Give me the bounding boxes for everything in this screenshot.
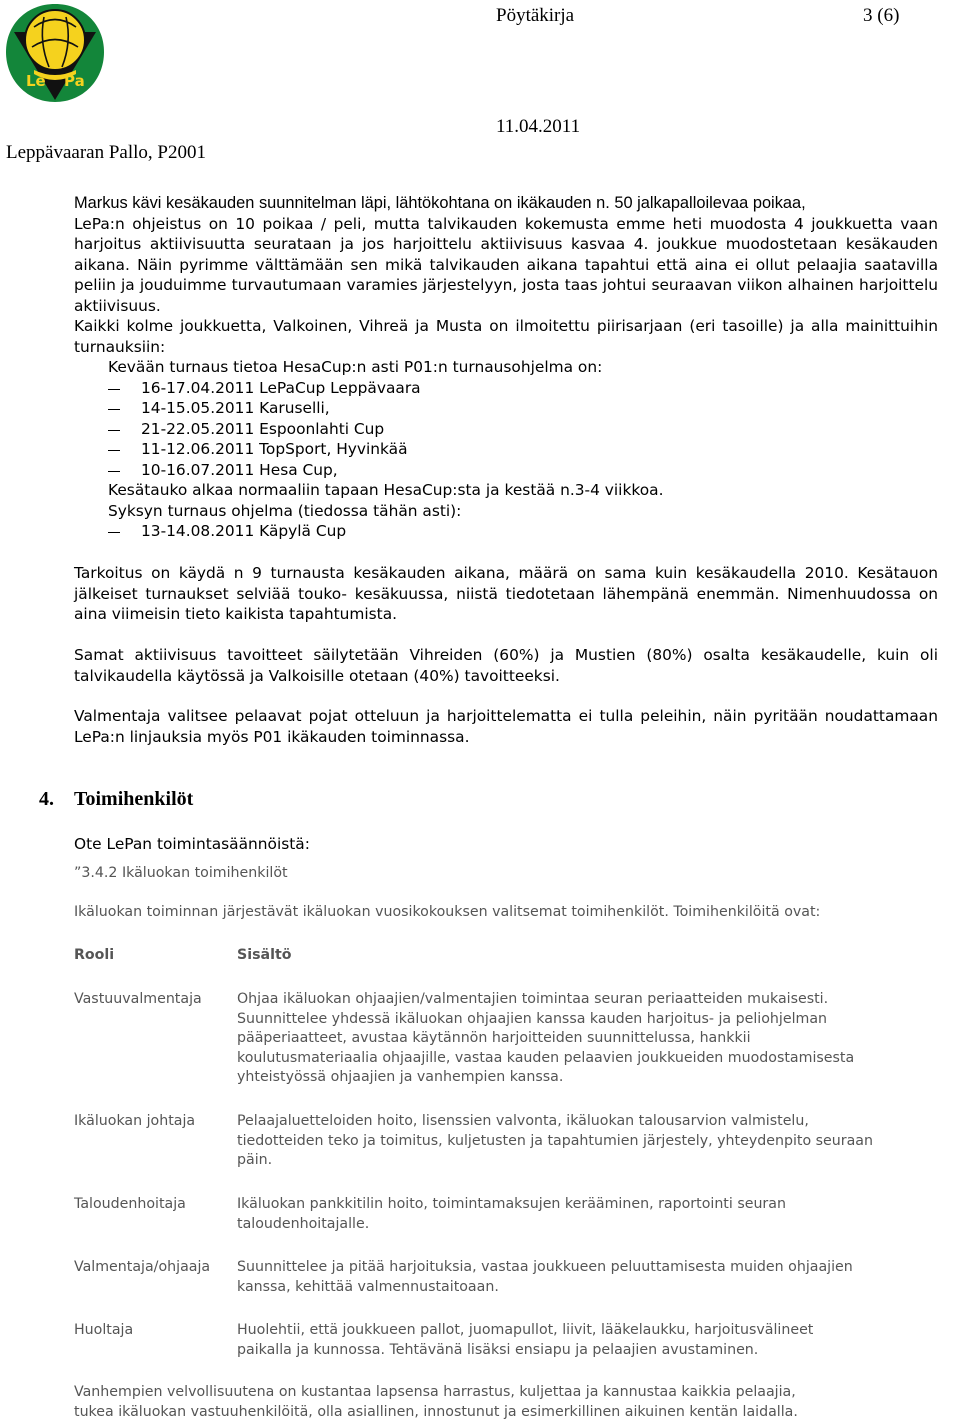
- role-description: Pelaajaluetteloiden hoito, lisenssien valvonta, ikäluokan talousarvion valmistelu, tiedotteiden teko ja toimitus, kuljetusten ja tapahtumien järjestely, yhteydenpito seuraan päin.: [237, 1113, 873, 1168]
- role-description: Huolehtii, että joukkueen pallot, juomapullot, liivit, lääkelaukku, harjoitusvälineet paikalla ja kunnossa. Tehtävänä lisäksi ensiapu ja pelaajien avustaminen.: [237, 1322, 814, 1358]
- paragraph-teams: Kaikki kolme joukkuetta, Valkoinen, Vihreä ja Musta on ilmoitettu piirisarjaan (eri tasoille) ja alla mainittuihin turnauksiin:: [74, 317, 938, 356]
- paragraph-activity-goals: Samat aktiivisuus tavoitteet säilytetään Vihreiden (60%) ja Mustien (80%) osalta kesäkaudelle, kuin oli talvikaudella käytössä ja Valkoisille otetaan (40%) tavoitteeksi.: [74, 646, 938, 685]
- paragraph-tournaments: Tarkoitus on käydä n 9 turnausta kesäkauden aikana, määrä on sama kuin kesäkaudella 2010. Kesätauon jälkeiset turnaukset selviää touko- kesäkuussa, niistä tiedotetaan lähempänä enemmän. Nimenhuudossa on aina viimeisin tieto kaikista tapahtumista.: [74, 564, 938, 623]
- spring-intro: Kevään turnaus tietoa HesaCup:n asti P01:n turnausohjelma on:: [108, 358, 603, 376]
- role-name: Ikäluokan johtaja: [74, 1113, 196, 1129]
- document-date: 11.04.2011: [496, 116, 581, 137]
- paragraph-lead: Markus kävi kesäkauden suunnitelman läpi, lähtökohtana on ikäkauden n. 50 jalkapalloilevaa poikaa,: [74, 194, 806, 212]
- list-item: 11-12.06.2011 TopSport, Hyvinkää: [108, 439, 663, 460]
- parents-duties: Vanhempien velvollisuutena on kustantaa lapsensa harrastus, kuljettaa ja kannustaa kaikkia pelaajia, tukea ikäluokan vastuuhenkilöitä, olla asiallinen, innostunut ja esimerkillinen aikuinen kentän laidalla.: [74, 1384, 798, 1420]
- role-name: Valmentaja/ohjaaja: [74, 1259, 211, 1275]
- list-item: 16-17.04.2011 LePaCup Leppävaara: [108, 378, 663, 399]
- role-name: Huoltaja: [74, 1322, 134, 1338]
- role-name: Vastuuvalmentaja: [74, 991, 202, 1007]
- page-number: 3 (6): [863, 5, 900, 26]
- section-title: Toimihenkilöt: [74, 788, 194, 810]
- organization-name: Leppävaaran Pallo, P2001: [6, 142, 206, 163]
- rule-intro: Ikäluokan toiminnan järjestävät ikäluokan vuosikokouksen valitsemat toimihenkilöt. Toimihenkilöitä ovat:: [74, 904, 821, 920]
- role-description: Ikäluokan pankkitilin hoito, toimintamaksujen kerääminen, raportointi seuran taloudenhoitajalle.: [237, 1196, 786, 1232]
- svg-text:Pa: Pa: [64, 72, 85, 90]
- role-description: Ohjaa ikäluokan ohjaajien/valmentajien toimintaa seuran periaatteiden mukaisesti. Suunnittelee yhdessä ikäluokan ohjaajien kanssa kauden harjoitus- ja peliohjelman pääperiaatteet, avustaa käytännön harjoitteiden suunnittelussa, hankkii koulutusmateriaalia ohjaajille, vastaa kauden pelaavien joukkueiden muodostamisesta yhteistyössä ohjaajien ja vanhempien kanssa.: [237, 991, 855, 1085]
- autumn-intro: Syksyn turnaus ohjelma (tiedossa tähän asti):: [108, 501, 462, 520]
- role-name: Taloudenhoitaja: [74, 1196, 186, 1212]
- quote-title: Ote LePan toimintasäännöistä:: [74, 835, 310, 853]
- list-item: 14-15.05.2011 Karuselli,: [108, 398, 663, 419]
- paragraph-coach-selection: Valmentaja valitsee pelaavat pojat otteluun ja harjoittelematta ei tulla peleihin, näin pyritään noudattamaan LePa:n linjauksia myös P01 ikäkauden toiminnassa.: [74, 707, 938, 746]
- document-title: Pöytäkirja: [496, 5, 575, 26]
- section-number: 4.: [39, 788, 54, 810]
- svg-text:Le: Le: [26, 72, 46, 90]
- summer-break: Kesätauko alkaa normaaliin tapaan HesaCup:sta ja kestää n.3-4 viikkoa.: [108, 481, 664, 499]
- section-heading: [39, 788, 193, 811]
- rule-reference: ”3.4.2 Ikäluokan toimihenkilöt: [74, 865, 288, 881]
- list-item: 13-14.08.2011 Käpylä Cup: [108, 521, 663, 542]
- column-header-role: Rooli: [74, 947, 115, 963]
- role-description: Suunnittelee ja pitää harjoituksia, vastaa joukkueen peluuttamisesta muiden ohjaajien kanssa, kehittää valmennustaitoaan.: [237, 1259, 853, 1295]
- list-item: 21-22.05.2011 Espoonlahti Cup: [108, 419, 663, 440]
- lepa-logo: [4, 2, 106, 104]
- meeting-notes: [74, 193, 938, 357]
- paragraph-plan: LePa:n ohjeistus on 10 poikaa / peli, mutta talvikauden kokemusta emme heti muodosta 4 joukkuetta vaan harjoitus aktiivisuutta seurataan ja jos harjoittelu aktiivisuus kasvaa 4. joukkue muodostetaan kesäkauden aikana. Näin pyrimme välttämään sen mikä talvikauden aikana tapahtui että aina ei ollut pelaajia saatavilla peliin ja jouduimme turvautumaan varamies järjestelyyn, josta taas johtui seuraavan viikon alhainen harjoittelu aktiivisuus.: [74, 214, 938, 315]
- column-header-content: Sisältö: [237, 947, 292, 963]
- tournament-schedule: [108, 357, 663, 542]
- list-item: 10-16.07.2011 Hesa Cup,: [108, 460, 663, 481]
